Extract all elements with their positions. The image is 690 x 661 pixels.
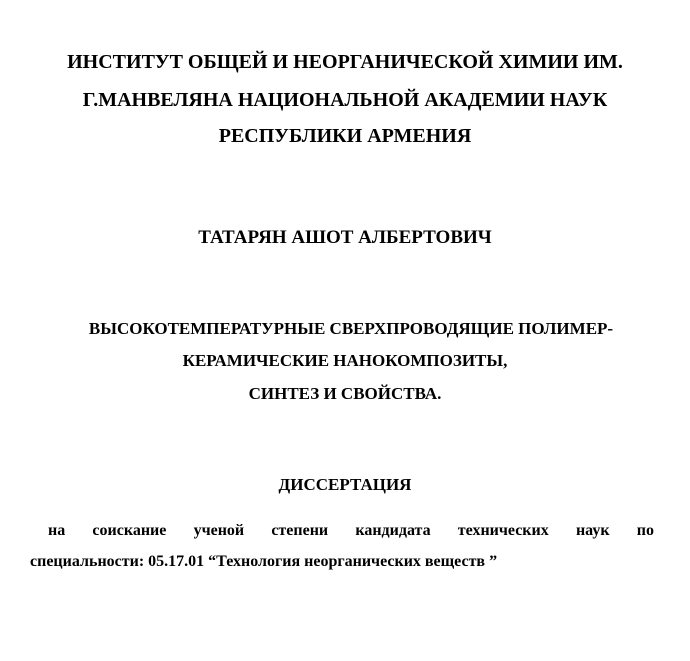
institute-name-line-2: Г.МАНВЕЛЯНА НАЦИОНАЛЬНОЙ АКАДЕМИИ НАУК bbox=[82, 89, 608, 111]
author-name: ТАТАРЯН АШОТ АЛБЕРТОВИЧ bbox=[198, 227, 492, 248]
dissertation-title-line-1: ВЫСОКОТЕМПЕРАТУРНЫЕ СВЕРХПРОВОДЯЩИЕ ПОЛИМЕР- bbox=[88, 319, 614, 338]
institute-name-line-3: РЕСПУБЛИКИ АРМЕНИЯ bbox=[218, 125, 472, 147]
dissertation-title-line-2: КЕРАМИЧЕСКИЕ НАНОКОМПОЗИТЫ, bbox=[182, 351, 508, 370]
degree-purpose-paragraph bbox=[30, 520, 654, 573]
degree-purpose-line-2: специальности: 05.17.01 “Технология неорганических веществ ” bbox=[30, 553, 498, 570]
degree-purpose-line-1: на соискание ученой степени кандидата технических наук по bbox=[48, 522, 654, 539]
document-type-heading: ДИССЕРТАЦИЯ bbox=[278, 475, 412, 494]
institute-name-line-1: ИНСТИТУТ ОБЩЕЙ И НЕОРГАНИЧЕСКОЙ ХИМИИ ИМ. bbox=[67, 51, 623, 73]
dissertation-title-line-3: СИНТЕЗ И СВОЙСТВА. bbox=[248, 384, 442, 403]
